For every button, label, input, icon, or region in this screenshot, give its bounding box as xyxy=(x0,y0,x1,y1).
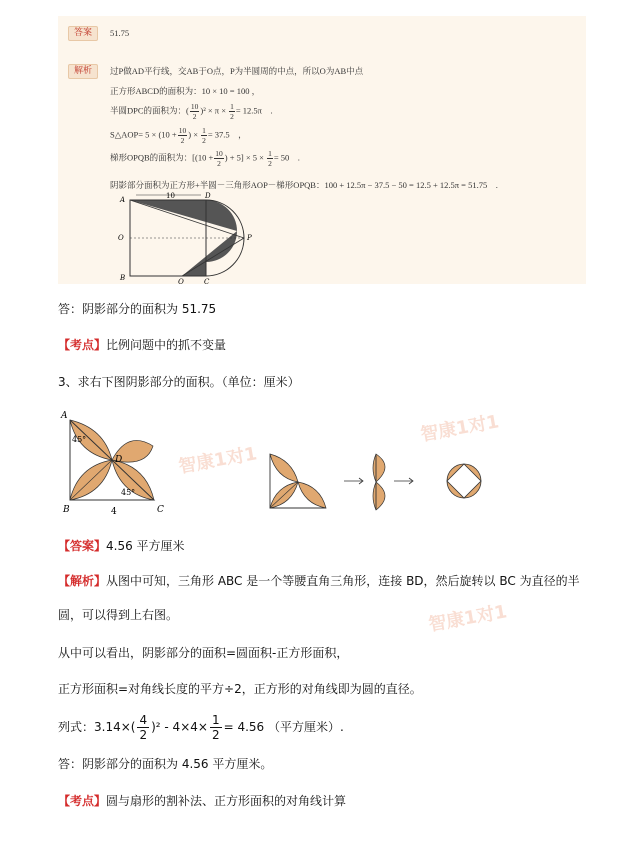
fraction-10-2 xyxy=(214,149,224,168)
label-b: B xyxy=(120,274,126,282)
line-pq xyxy=(182,238,244,276)
explanation-text-1: 从图中可知，三角形 ABC 是一个等腰直角三角形，连接 BD，然后旋转以 BC 为直径的半 xyxy=(106,574,580,588)
frac-den: 2 xyxy=(230,112,234,121)
analysis-line-1: 过P做AD平行线，交AB于O点，P为半圆周的中点，所以O为AB中点 xyxy=(110,66,364,76)
label-10: 10 xyxy=(166,192,175,200)
paragraph-2: 正方形面积=对角线长度的平方÷2，正方形的对角线即为圆的直径。 xyxy=(58,682,422,696)
line-bd xyxy=(70,460,112,500)
shade-upper xyxy=(130,200,237,231)
analysis-line-4 xyxy=(110,126,247,145)
step1-petal-right xyxy=(298,482,326,508)
formula-line xyxy=(58,710,344,744)
figure-transformation xyxy=(262,448,492,518)
watermark-3: 智康1对1 xyxy=(427,601,509,636)
label-d: D xyxy=(205,192,211,200)
formula-part-a: 列式：3.14×( xyxy=(58,720,136,734)
line3-part-b: )² × π × xyxy=(200,105,227,116)
knowledge-point-1 xyxy=(58,337,226,353)
label-a: A xyxy=(61,411,68,421)
frac-num: 1 xyxy=(230,102,234,111)
step2-petal-bottom xyxy=(373,482,385,510)
answer-text: 4.56 平方厘米 xyxy=(106,539,185,553)
frac-num: 10 xyxy=(178,126,187,135)
line5-part-b: ) + 5] × 5 × xyxy=(224,152,264,163)
label-q: Q xyxy=(178,278,184,284)
fraction-1-2 xyxy=(229,102,235,121)
kaodian-text: 比例问题中的抓不变量 xyxy=(106,338,227,352)
angle-c-label: 45° xyxy=(121,488,136,497)
frac-num: 1 xyxy=(202,126,206,135)
frac-den: 2 xyxy=(192,112,197,121)
explanation-line-1 xyxy=(58,573,580,589)
line4-part-a: S△AOP= 5 × (10 + xyxy=(110,129,177,140)
kaodian-text-2: 圆与扇形的割补法、正方形面积的对角线计算 xyxy=(106,794,347,808)
figure-triangle xyxy=(58,408,168,520)
answer-1: 答：阴影部分的面积为 51.75 xyxy=(58,302,217,316)
frac-den: 2 xyxy=(211,728,220,742)
frac-den: 2 xyxy=(139,728,148,742)
base-label: 4 xyxy=(111,507,117,517)
frac-num: 4 xyxy=(139,713,148,727)
line3-part-a: 半圆DPC的面积为：( xyxy=(110,105,189,116)
line4-part-b: ) × xyxy=(188,129,198,140)
angle-a-label: 45° xyxy=(72,435,87,444)
label-c: C xyxy=(204,278,210,284)
label-o: O xyxy=(118,234,124,242)
paragraph-1: 从中可以看出，阴影部分的面积=圆面积-正方形面积， xyxy=(58,646,349,660)
analysis-tag: 解析 xyxy=(68,64,98,79)
label-a: A xyxy=(120,196,126,204)
answer-row xyxy=(58,538,185,554)
step1-line xyxy=(270,482,298,508)
answer-tag: 【答案】 xyxy=(58,539,107,553)
frac-num: 1 xyxy=(268,149,272,158)
label-d: D xyxy=(115,455,123,465)
analysis-line-6: 阴影部分面积为正方形+半圆－三角形AOP－梯形OPQB：100 + 12.5π − 37.5 − 50 = 12.5 + 12.5π = 51.75 . xyxy=(110,180,498,190)
fraction-10-2 xyxy=(178,126,188,145)
label-b: B xyxy=(63,505,70,515)
fraction-1-2 xyxy=(201,126,207,145)
watermark-2: 智康1对1 xyxy=(419,411,501,446)
answer-value: 51.75 xyxy=(110,28,130,38)
fraction-10-2 xyxy=(190,102,200,121)
frac-num: 10 xyxy=(190,102,199,111)
kaodian-tag-2: 【考点】 xyxy=(58,794,107,808)
analysis-line-3 xyxy=(110,102,273,121)
analysis-line-2: 正方形ABCD的面积为：10 × 10 = 100 ， xyxy=(110,86,261,96)
frac-den: 2 xyxy=(268,159,272,168)
watermark-1: 智康1对1 xyxy=(177,443,259,478)
formula-fraction-4-2 xyxy=(137,713,149,742)
line3-part-c: = 12.5π . xyxy=(235,105,273,116)
analysis-line-5 xyxy=(110,149,300,168)
formula-part-c: = 4.56 （平方厘米）. xyxy=(223,720,344,734)
kaodian-tag: 【考点】 xyxy=(58,338,107,352)
label-c: C xyxy=(157,505,164,515)
frac-num: 1 xyxy=(211,713,220,727)
answer-tag: 答案 xyxy=(68,26,98,41)
knowledge-point-2 xyxy=(58,793,346,809)
line4-part-c: = 37.5 ， xyxy=(207,129,247,140)
explanation-tag: 【解析】 xyxy=(58,574,107,588)
explanation-line-2: 圆，可以得到上右图。 xyxy=(58,608,179,622)
line5-part-a: 梯形OPQB的面积为：[(10 + xyxy=(110,152,214,163)
figure-square-semicircle xyxy=(106,192,286,284)
frac-den: 2 xyxy=(217,159,221,168)
question-3: 3、求右下图阴影部分的面积。（单位：厘米） xyxy=(58,375,300,389)
label-p: P xyxy=(247,234,252,242)
step2-petal-top xyxy=(373,454,385,482)
formula-fraction-1-2 xyxy=(210,713,222,742)
solution-box xyxy=(58,16,586,284)
fraction-1-2 xyxy=(267,149,273,168)
formula-part-b: )² - 4×4× xyxy=(151,720,208,734)
line5-part-c: = 50 . xyxy=(273,152,300,163)
frac-num: 10 xyxy=(215,149,223,158)
frac-den: 2 xyxy=(202,136,206,145)
answer-2: 答：阴影部分的面积为 4.56 平方厘米。 xyxy=(58,757,273,771)
step1-petal-top xyxy=(270,454,298,482)
frac-den: 2 xyxy=(180,136,185,145)
